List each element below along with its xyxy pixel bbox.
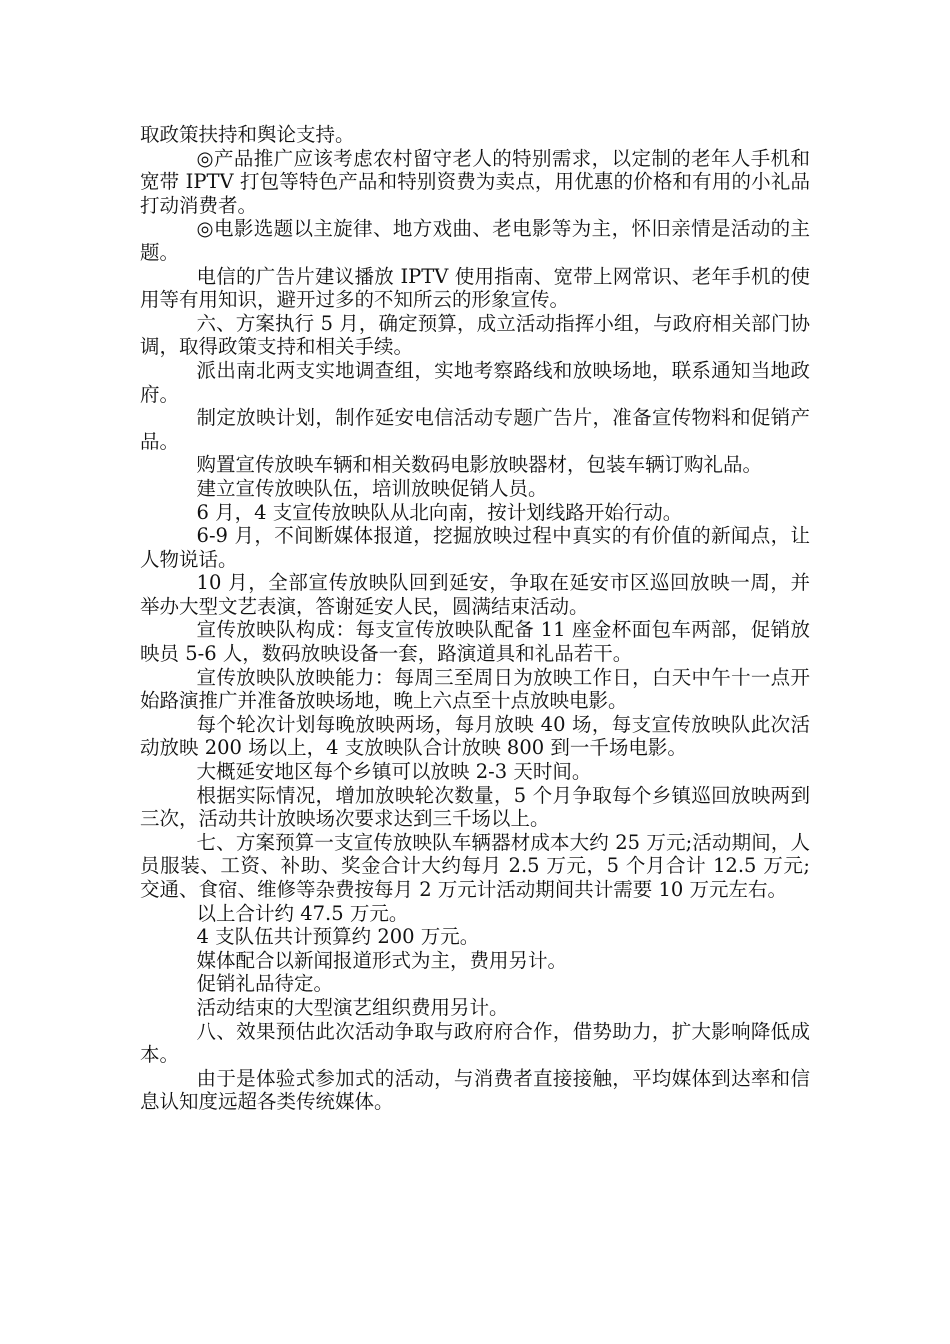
paragraph: 6-9 月，不间断媒体报道，挖掘放映过程中真实的有价值的新闻点，让人物说话。 [140, 524, 810, 571]
paragraph: 以上合计约 47.5 万元。 [196, 901, 409, 925]
paragraph: 电信的广告片建议播放 IPTV 使用指南、宽带上网常识、老年手机的使用等有用知识，避开过多的不知所云的形象宣传。 [140, 264, 810, 312]
paragraph: 建立宣传放映队伍，培训放映促销人员。 [196, 476, 548, 500]
section-heading-paragraph: 七、方案预算一支宣传放映队车辆器材成本大约 25 万元;活动期间，人员服装、工资、补助、奖金合计大约每月 2.5 万元，5 个月合计 12.5 万元;交通、食宿、维修等杂费按每月 2 万元计活动期间共计需要 10 万元左右。 [140, 830, 810, 901]
paragraph: 每个轮次计划每晚放映两场，每月放映 40 场，每支宣传放映队此次活动放映 200 场以上，4 支放映队合计放映 800 到一千场电影。 [140, 712, 810, 760]
paragraph: 媒体配合以新闻报道形式为主，费用另计。 [196, 948, 568, 972]
paragraph: 4 支队伍共计预算约 200 万元。 [196, 925, 480, 949]
paragraph: 根据实际情况，增加放映轮次数量，5 个月争取每个乡镇巡回放映两到三次，活动共计放映场次要求达到三千场以上。 [140, 783, 810, 831]
document-body [140, 123, 810, 1114]
paragraph: 促销礼品待定。 [196, 972, 334, 996]
section-heading-paragraph: 八、效果预估此次活动争取与政府府合作，借势助力，扩大影响降低成本。 [140, 1019, 810, 1067]
section-heading-paragraph: 六、方案执行 5 月，确定预算，成立活动指挥小组，与政府相关部门协调，取得政策支持和相关手续。 [140, 311, 810, 359]
paragraph: 由于是体验式参加式的活动，与消费者直接接触，平均媒体到达率和信息认知度远超各类传统媒体。 [140, 1066, 810, 1114]
paragraph: 宣传放映队构成：每支宣传放映队配备 11 座金杯面包车两部，促销放映员 5-6 人，数码放映设备一套，路演道具和礼品若干。 [140, 618, 810, 666]
paragraph: ◎电影选题以主旋律、地方戏曲、老电影等为主，怀旧亲情是活动的主题。 [140, 217, 810, 264]
paragraph: 大概延安地区每个乡镇可以放映 2-3 天时间。 [196, 760, 592, 784]
paragraph: 6 月，4 支宣传放映队从北向南，按计划线路开始行动。 [196, 500, 683, 524]
paragraph: 购置宣传放映车辆和相关数码电影放映器材，包装车辆订购礼品。 [196, 453, 763, 477]
paragraph: 制定放映计划，制作延安电信活动专题广告片，准备宣传物料和促销产品。 [140, 406, 810, 453]
paragraph: ◎产品推广应该考虑农村留守老人的特别需求，以定制的老年人手机和宽带 IPTV 打包等特色产品和特别资费为卖点，用优惠的价格和有用的小礼品打动消费者。 [140, 146, 810, 217]
paragraph: 活动结束的大型演艺组织费用另计。 [196, 995, 509, 1019]
paragraph: 10 月，全部宣传放映队回到延安，争取在延安市区巡回放映一周，并举办大型文艺表演，答谢延安人民，圆满结束活动。 [140, 571, 810, 618]
paragraph: 派出南北两支实地调查组，实地考察路线和放映场地，联系通知当地政府。 [140, 358, 810, 406]
paragraph: 宣传放映队放映能力：每周三至周日为放映工作日，白天中午十一点开始路演推广并准备放映场地，晚上六点至十点放映电影。 [140, 665, 810, 713]
paragraph-continuation: 取政策扶持和舆论支持。 [140, 123, 355, 146]
